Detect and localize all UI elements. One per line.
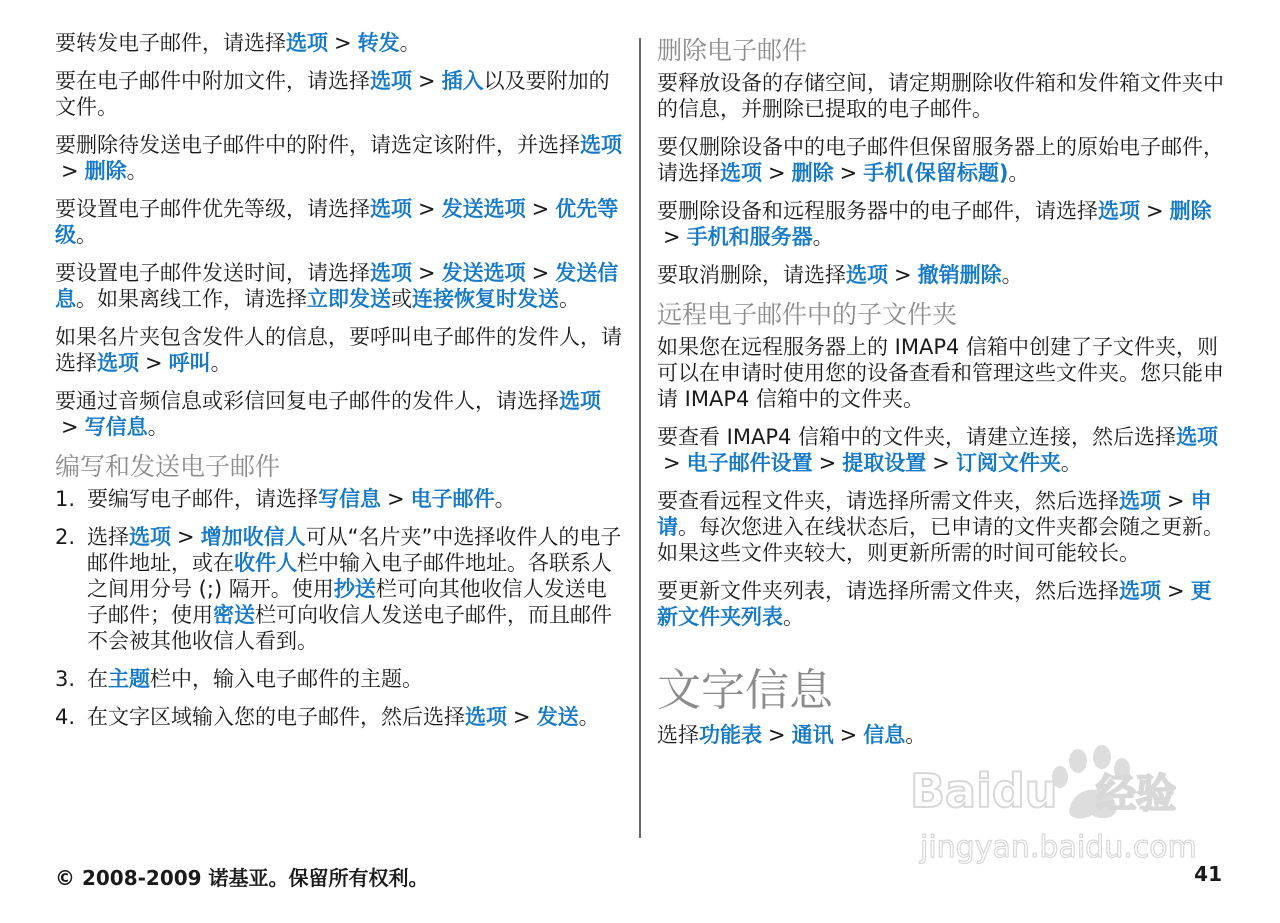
text: 以及要附加的文件。: [55, 69, 610, 119]
link-send-now[interactable]: 立即发送: [307, 287, 391, 311]
text: 要设置电子邮件优先等级，请选择: [55, 197, 370, 221]
link-send-message[interactable]: 发送信息: [55, 261, 619, 311]
paragraph-delete-phone-only: [657, 134, 1227, 186]
separator: >: [1167, 579, 1185, 603]
section-heading-delete: 删除电子邮件: [657, 36, 808, 65]
link-send[interactable]: 发送: [536, 705, 579, 729]
text: 要在电子邮件中附加文件，请选择: [55, 69, 370, 93]
text: 在: [87, 667, 108, 691]
separator: >: [61, 415, 79, 439]
paragraph-undo-delete: [657, 262, 1227, 288]
link-email[interactable]: 电子邮件: [410, 487, 495, 511]
paragraph-imap-intro: 如果您在远程服务器上的 IMAP4 信箱中创建了子文件夹，则可以在申请时使用您的设备查看和管理这些文件夹。您只能申请 IMAP4 信箱中的文件夹。: [657, 335, 1224, 411]
paragraph-delete-phone-server: [657, 198, 1227, 250]
text: 。: [147, 415, 169, 439]
copyright-footer: © 2008-2009 诺基亚。保留所有权利。: [55, 866, 429, 890]
link-update-folder-list[interactable]: 更新文件夹列表: [657, 579, 1212, 629]
link-menu[interactable]: 功能表: [699, 723, 762, 747]
link-subscribe-folders[interactable]: 订阅文件夹: [955, 451, 1061, 475]
link-recipient[interactable]: 收件人: [234, 551, 297, 575]
watermark-url: jingyan.baidu.com: [920, 830, 1197, 865]
page-number: 41: [1194, 862, 1222, 886]
separator: >: [387, 487, 405, 511]
list-item: [55, 486, 625, 512]
link-options[interactable]: 选项: [559, 389, 601, 413]
link-options[interactable]: 选项: [580, 133, 622, 157]
step-number: 2.: [55, 525, 76, 549]
link-delete[interactable]: 删除: [1169, 199, 1212, 223]
text: 。: [494, 487, 516, 511]
link-options[interactable]: 选项: [1119, 579, 1161, 603]
watermark-cn: 经验: [1096, 771, 1176, 817]
separator: >: [839, 723, 858, 747]
section-heading-remote-folders: 远程电子邮件中的子文件夹: [657, 300, 958, 329]
text: 。: [783, 605, 804, 629]
text: 。: [126, 159, 148, 183]
link-retrieve-settings[interactable]: 提取设置: [842, 451, 927, 475]
separator: >: [145, 351, 163, 375]
paragraph-view-remote-folders: [657, 488, 1227, 566]
text: 栏可向收信人发送电子邮件，而且邮件不会被其他收信人看到。: [87, 603, 612, 653]
paragraph-forward: [55, 30, 625, 56]
list-item: [55, 704, 625, 730]
text: 可从“名片夹”中选择收件人的电子邮件地址，或在: [87, 525, 622, 575]
step-number: 3.: [55, 667, 76, 691]
text: 要取消删除，请选择: [657, 263, 846, 287]
text: 要通过音频信息或彩信回复电子邮件的发件人，请选择: [55, 389, 559, 413]
text: 。: [559, 287, 580, 311]
link-delete[interactable]: 删除: [84, 159, 127, 183]
paragraph-attach: [55, 68, 625, 120]
text: 选择: [87, 525, 129, 549]
paragraph-priority: [55, 196, 625, 248]
section-heading-compose: 编写和发送电子邮件: [55, 452, 281, 481]
list-item: [55, 524, 625, 654]
text: 。: [1060, 451, 1082, 475]
text: 。: [210, 351, 232, 375]
text: 栏中，输入电子邮件的主题。: [150, 667, 423, 691]
text: 要查看 IMAP4 信箱中的文件夹，请建立连接，然后选择: [657, 425, 1177, 449]
link-send-options[interactable]: 发送选项: [441, 261, 526, 285]
link-phone-and-server[interactable]: 手机和服务器: [686, 225, 813, 249]
chapter-title-text-messages: 文字信息: [657, 665, 833, 716]
text: 要编写电子邮件，请选择: [87, 487, 318, 511]
link-delete[interactable]: 删除: [791, 161, 834, 185]
text: 。: [1008, 161, 1030, 185]
step-number: 1.: [55, 487, 76, 511]
link-options[interactable]: 选项: [370, 261, 412, 285]
text: 。: [1001, 263, 1023, 287]
text: 。: [76, 223, 97, 247]
text: 要删除设备和远程服务器中的电子邮件，请选择: [657, 199, 1098, 223]
text: 。: [905, 723, 927, 747]
link-write-message[interactable]: 写信息: [318, 487, 381, 511]
link-email-settings[interactable]: 电子邮件设置: [686, 451, 813, 475]
text: 。: [399, 31, 421, 55]
watermark-brand: Baidu: [910, 764, 1058, 818]
separator: >: [177, 525, 195, 549]
text: 。: [578, 705, 600, 729]
text: 要设置电子邮件发送时间，请选择: [55, 261, 370, 285]
text: 。如果离线工作，请选择: [76, 287, 307, 311]
separator: >: [531, 261, 550, 285]
separator: >: [531, 197, 550, 221]
link-options[interactable]: 选项: [1098, 199, 1140, 223]
link-subject[interactable]: 主题: [108, 667, 150, 691]
link-insert[interactable]: 插入: [441, 69, 484, 93]
link-add-recipient[interactable]: 增加收信人: [200, 525, 306, 549]
column-divider: [639, 38, 641, 838]
link-forward[interactable]: 转发: [357, 31, 400, 55]
steps-list: [55, 486, 625, 730]
separator: >: [932, 451, 950, 475]
link-subscribe[interactable]: 申请: [657, 489, 1212, 539]
link-phone-keep-headers[interactable]: 手机(保留标题): [863, 161, 1009, 185]
text: 或: [391, 287, 412, 311]
link-priority[interactable]: 优先等级: [55, 197, 619, 247]
link-messaging[interactable]: 信息: [863, 723, 906, 747]
text: 要查看远程文件夹，请选择所需文件夹，然后选择: [657, 489, 1119, 513]
list-item: [55, 666, 625, 692]
link-options[interactable]: 选项: [370, 197, 412, 221]
paragraph-send-time: [55, 260, 625, 312]
text: 要更新文件夹列表，请选择所需文件夹，然后选择: [657, 579, 1119, 603]
paragraph-update-folder-list: [657, 578, 1227, 630]
text: 要转发电子邮件，请选择: [55, 31, 286, 55]
separator: >: [61, 159, 79, 183]
link-communication[interactable]: 通讯: [791, 723, 834, 747]
paragraph-free-memory: 要释放设备的存储空间，请定期删除收件箱和发件箱文件夹中的信息，并删除已提取的电子邮件。: [657, 71, 1224, 121]
separator: >: [418, 69, 436, 93]
paragraph-delete-attachment: [55, 132, 625, 184]
link-send-options[interactable]: 发送选项: [441, 197, 526, 221]
paragraph-call-sender: [55, 324, 625, 376]
right-column: [657, 30, 1227, 760]
text: 在文字区域输入您的电子邮件，然后选择: [87, 705, 465, 729]
link-options[interactable]: 选项: [465, 705, 507, 729]
text: 如果名片夹包含发件人的信息，要呼叫电子邮件的发件人，请选择: [55, 325, 622, 375]
step-number: 4.: [55, 705, 76, 729]
separator: >: [768, 161, 786, 185]
link-undo-delete[interactable]: 撤销删除: [917, 263, 1002, 287]
separator: >: [1146, 199, 1164, 223]
separator: >: [1167, 489, 1185, 513]
link-options[interactable]: 选项: [1119, 489, 1161, 513]
separator: >: [768, 723, 786, 747]
text: 要删除待发送电子邮件中的附件，请选定该附件，并选择: [55, 133, 580, 157]
paragraph-view-imap-folders: [657, 424, 1227, 476]
link-options[interactable]: 选项: [129, 525, 171, 549]
separator: >: [663, 451, 681, 475]
link-bcc[interactable]: 密送: [213, 603, 255, 627]
paragraph-reply-message: [55, 388, 625, 440]
link-send-on-reconnect[interactable]: 连接恢复时发送: [412, 287, 559, 311]
separator: >: [418, 261, 436, 285]
separator: >: [334, 31, 352, 55]
text: 。每次您进入在线状态后，已申请的文件夹都会随之更新。如果这些文件夹较大，则更新所需的时间可能较长。: [657, 515, 1224, 565]
left-column: [55, 30, 625, 742]
text: 栏可向其他收信人发送电子邮件；使用: [87, 577, 607, 627]
separator: >: [513, 705, 531, 729]
separator: >: [663, 225, 681, 249]
link-call[interactable]: 呼叫: [168, 351, 211, 375]
text: 。: [812, 225, 834, 249]
separator: >: [839, 161, 858, 185]
text: 栏中输入电子邮件地址。各联系人之间用分号 (;) 隔开。使用: [87, 551, 612, 601]
link-options[interactable]: 选项: [1176, 425, 1219, 449]
text: 选择: [657, 723, 699, 747]
text: 要仅删除设备中的电子邮件但保留服务器上的原始电子邮件，请选择: [657, 135, 1224, 185]
link-options[interactable]: 选项: [720, 161, 762, 185]
link-write-message[interactable]: 写信息: [84, 415, 148, 439]
link-options[interactable]: 选项: [97, 351, 139, 375]
link-options[interactable]: 选项: [286, 31, 328, 55]
link-cc[interactable]: 抄送: [333, 577, 376, 601]
separator: >: [818, 451, 837, 475]
separator: >: [894, 263, 912, 287]
link-options[interactable]: 选项: [370, 69, 412, 93]
baidu-watermark-logo: [910, 745, 1210, 870]
link-options[interactable]: 选项: [846, 263, 888, 287]
separator: >: [418, 197, 436, 221]
